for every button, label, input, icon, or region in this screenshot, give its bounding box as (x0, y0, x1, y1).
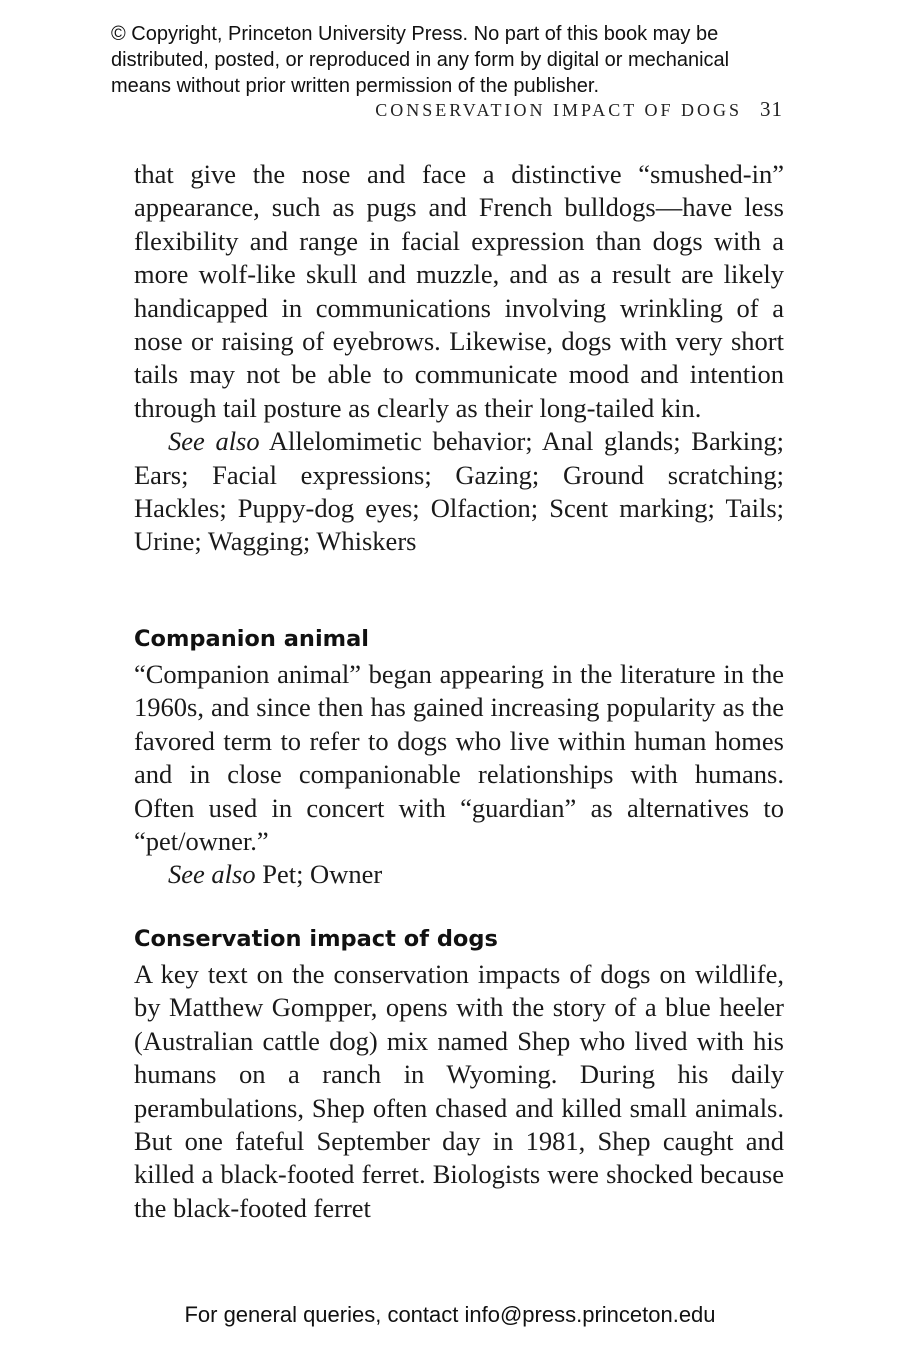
see-also-label: See also (168, 859, 256, 890)
entry-conservation-impact (134, 958, 784, 1225)
copyright-notice (111, 21, 811, 99)
entry-companion-animal (134, 658, 784, 892)
footer-contact: For general queries, contact info@press.princeton.edu (184, 1302, 716, 1327)
copyright-line-1: © Copyright, Princeton University Press. No part of this book may be (111, 23, 719, 45)
running-head-title: CONSERVATION IMPACT OF DOGS (375, 100, 742, 120)
entry-continued-see-also (134, 425, 784, 559)
see-also-refs: Allelomimetic behavior; Anal glands; Barking; Ears; Facial expressions; Gazing; Ground scratching; Hackles; Puppy-dog eyes; Olfaction; Scent marking; Tails; Urine; Wagging; Whiskers (134, 426, 785, 557)
heading-companion-animal: Companion animal (134, 626, 369, 652)
see-also-refs: Pet; Owner (262, 859, 383, 890)
heading-conservation-impact: Conservation impact of dogs (134, 926, 498, 952)
copyright-line-2: distributed, posted, or reproduced in any form by digital or mechanical (111, 49, 730, 71)
see-also-label: See also (168, 426, 260, 457)
entry-continued (134, 158, 784, 559)
entry-companion-see-also (134, 858, 784, 891)
entry-conservation-body: A key text on the conservation impacts of dogs on wildlife, by Matthew Gompper, opens with the story of a blue heeler (Australian cattle dog) mix named Shep who lived with his humans on a ranch in Wyoming. During his daily perambulations, Shep often chased and killed small animals. But one fateful September day in 1981, Shep caught and killed a black-footed ferret. Biologists were shocked because the black-footed ferret (134, 959, 784, 1223)
running-head (300, 97, 783, 122)
copyright-line-3: means without prior written permission of the publisher. (111, 75, 600, 97)
entry-companion-body: “Companion animal” began appearing in the literature in the 1960s, and since then has gained increasing popularity as the favored term to refer to dogs who live within human homes and in close companionable relationships with humans. Often used in concert with “guardian” as alternatives to “pet/owner.” (134, 659, 784, 857)
entry-continued-body: that give the nose and face a distinctive “smushed-in” appearance, such as pugs and French bulldogs—have less flexibility and range in facial expression than dogs with a more wolf-like skull and muzzle, and as a result are likely handicapped in communications involving wrinkling of a nose or raising of eyebrows. Likewise, dogs with very short tails may not be able to communicate mood and intention through tail posture as clearly as their long-tailed kin. (134, 159, 784, 423)
page-number: 31 (760, 97, 783, 121)
